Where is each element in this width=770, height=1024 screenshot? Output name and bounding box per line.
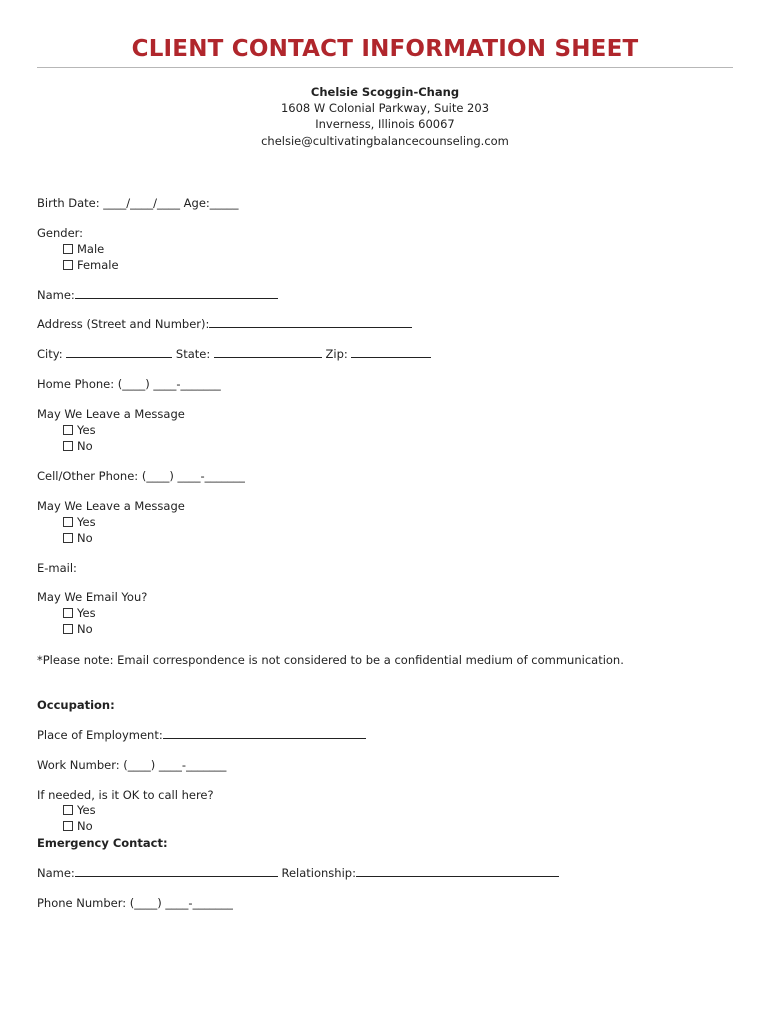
home-leave-message-yes[interactable]: Yes (63, 422, 96, 438)
cell-phone-field[interactable]: Cell/Other Phone: (____) ____-_______ (37, 469, 245, 483)
relationship-blank[interactable] (356, 865, 559, 877)
page-title: CLIENT CONTACT INFORMATION SHEET (131, 36, 639, 62)
checkbox-icon[interactable] (63, 533, 73, 543)
gender-label: Gender: (37, 226, 84, 240)
checkbox-icon[interactable] (63, 805, 73, 815)
checkbox-icon[interactable] (63, 441, 73, 451)
employment-field[interactable]: Place of Employment: (37, 727, 366, 743)
provider-name: Chelsie Scoggin-Chang (310, 85, 460, 99)
checkbox-icon[interactable] (63, 608, 73, 618)
checkbox-icon[interactable] (63, 260, 73, 270)
ok-to-call-no[interactable]: No (63, 818, 93, 834)
title-divider (37, 67, 733, 68)
provider-email: chelsie@cultivatingbalancecounseling.com (261, 133, 509, 148)
checkbox-icon[interactable] (63, 244, 73, 254)
gender-option-female[interactable]: Female (63, 257, 119, 273)
provider-address-line2: Inverness, Illinois 60067 (315, 117, 455, 132)
cell-leave-message-no[interactable]: No (63, 530, 93, 546)
gender-option-male[interactable]: Male (63, 241, 104, 257)
may-email-no[interactable]: No (63, 621, 93, 637)
ok-to-call-yes[interactable]: Yes (63, 802, 96, 818)
ok-to-call-label: If needed, is it OK to call here? (37, 788, 214, 802)
name-field[interactable]: Name: (37, 287, 278, 303)
emergency-contact-heading: Emergency Contact: (37, 836, 168, 850)
checkbox-icon[interactable] (63, 517, 73, 527)
provider-address-line1: 1608 W Colonial Parkway, Suite 203 (280, 101, 490, 116)
emergency-name-row: Name: Relationship: (37, 865, 559, 881)
city-state-zip-row: City: State: Zip: (37, 346, 431, 362)
emergency-phone-field[interactable]: Phone Number: (____) ____-_______ (37, 896, 233, 910)
employment-blank[interactable] (163, 727, 366, 739)
home-leave-message-no[interactable]: No (63, 438, 93, 454)
name-blank[interactable] (75, 287, 278, 299)
checkbox-icon[interactable] (63, 425, 73, 435)
address-field[interactable]: Address (Street and Number): (37, 316, 412, 332)
home-leave-message-label: May We Leave a Message (37, 407, 185, 421)
email-note: *Please note: Email correspondence is not considered to be a confidential medium of communication. (37, 653, 624, 667)
may-email-label: May We Email You? (37, 590, 148, 604)
email-field[interactable]: E-mail: (37, 561, 77, 575)
cell-leave-message-label: May We Leave a Message (37, 499, 185, 513)
checkbox-icon[interactable] (63, 821, 73, 831)
work-number-field[interactable]: Work Number: (____) ____-_______ (37, 758, 227, 772)
state-blank[interactable] (214, 346, 322, 358)
emergency-name-blank[interactable] (75, 865, 278, 877)
checkbox-icon[interactable] (63, 624, 73, 634)
city-blank[interactable] (66, 346, 172, 358)
cell-leave-message-yes[interactable]: Yes (63, 514, 96, 530)
may-email-yes[interactable]: Yes (63, 605, 96, 621)
zip-blank[interactable] (351, 346, 431, 358)
address-blank[interactable] (209, 316, 412, 328)
provider-header (0, 84, 770, 149)
occupation-heading: Occupation: (37, 698, 115, 712)
home-phone-field[interactable]: Home Phone: (____) ____-_______ (37, 377, 221, 391)
birth-date-field[interactable]: Birth Date: ____/____/____ Age:_____ (37, 196, 239, 210)
